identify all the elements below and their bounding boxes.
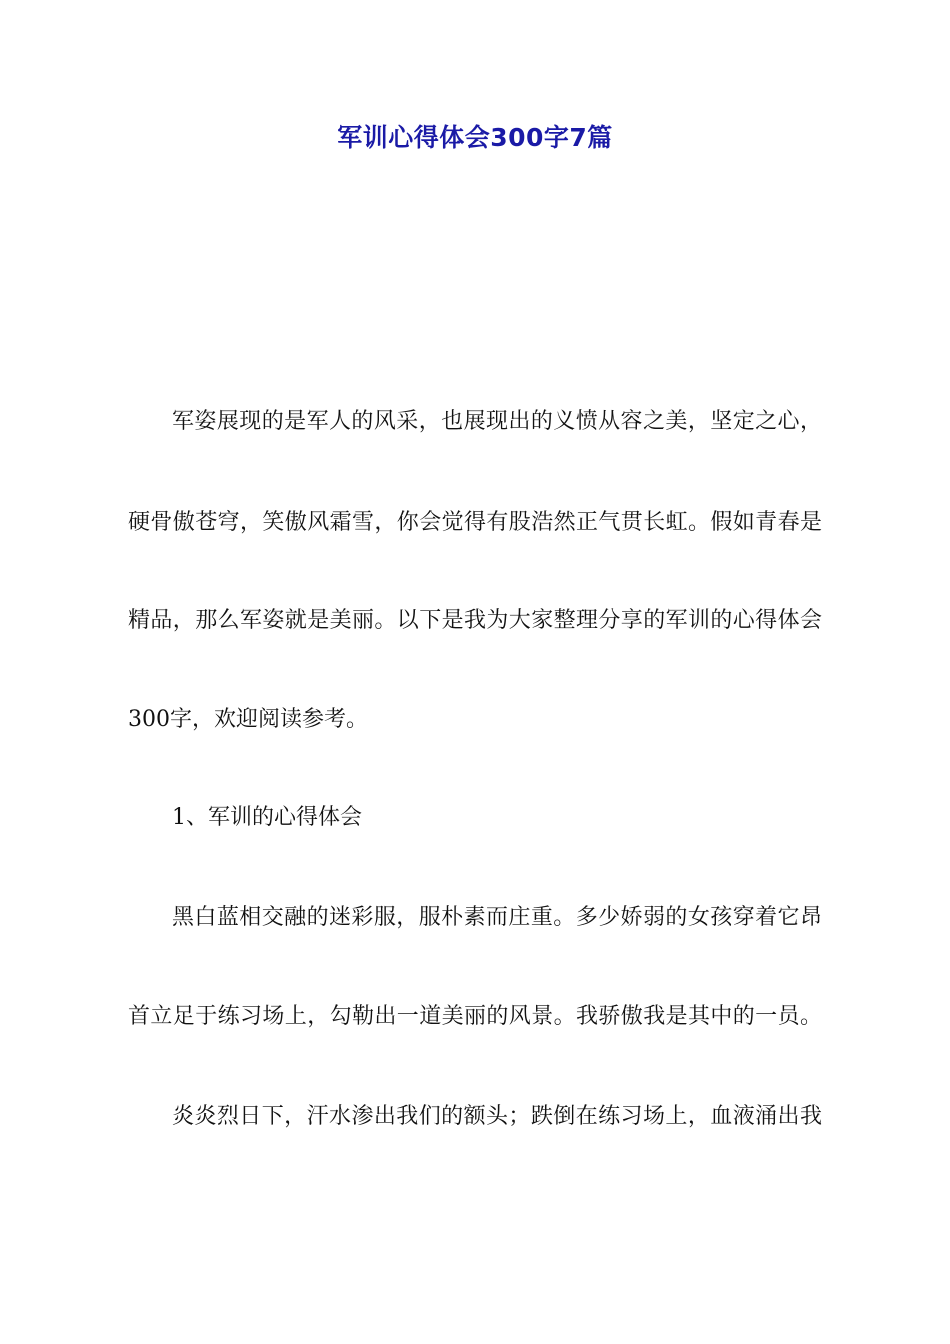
paragraph-line: 首立足于练习场上，勾勒出一道美丽的风景。我骄傲我是其中的一员。 — [128, 1004, 822, 1029]
paragraph-line: 黑白蓝相交融的迷彩服，服朴素而庄重。多少娇弱的女孩穿着它昂 — [172, 905, 822, 930]
paragraph-line: 300字，欢迎阅读参考。 — [128, 707, 368, 732]
paragraph-line: 炎炎烈日下，汗水渗出我们的额头；跌倒在练习场上，血液涌出我 — [172, 1104, 822, 1129]
section-heading: 1、军训的心得体会 — [172, 805, 362, 830]
paragraph-line: 硬骨傲苍穹，笑傲风霜雪，你会觉得有股浩然正气贯长虹。假如青春是 — [128, 510, 822, 535]
paragraph-line: 精品，那么军姿就是美丽。以下是我为大家整理分享的军训的心得体会 — [128, 608, 822, 633]
document-title: 军训心得体会300字7篇 — [337, 123, 613, 152]
paragraph-line: 军姿展现的是军人的风采，也展现出的义愤从容之美，坚定之心， — [172, 409, 822, 434]
